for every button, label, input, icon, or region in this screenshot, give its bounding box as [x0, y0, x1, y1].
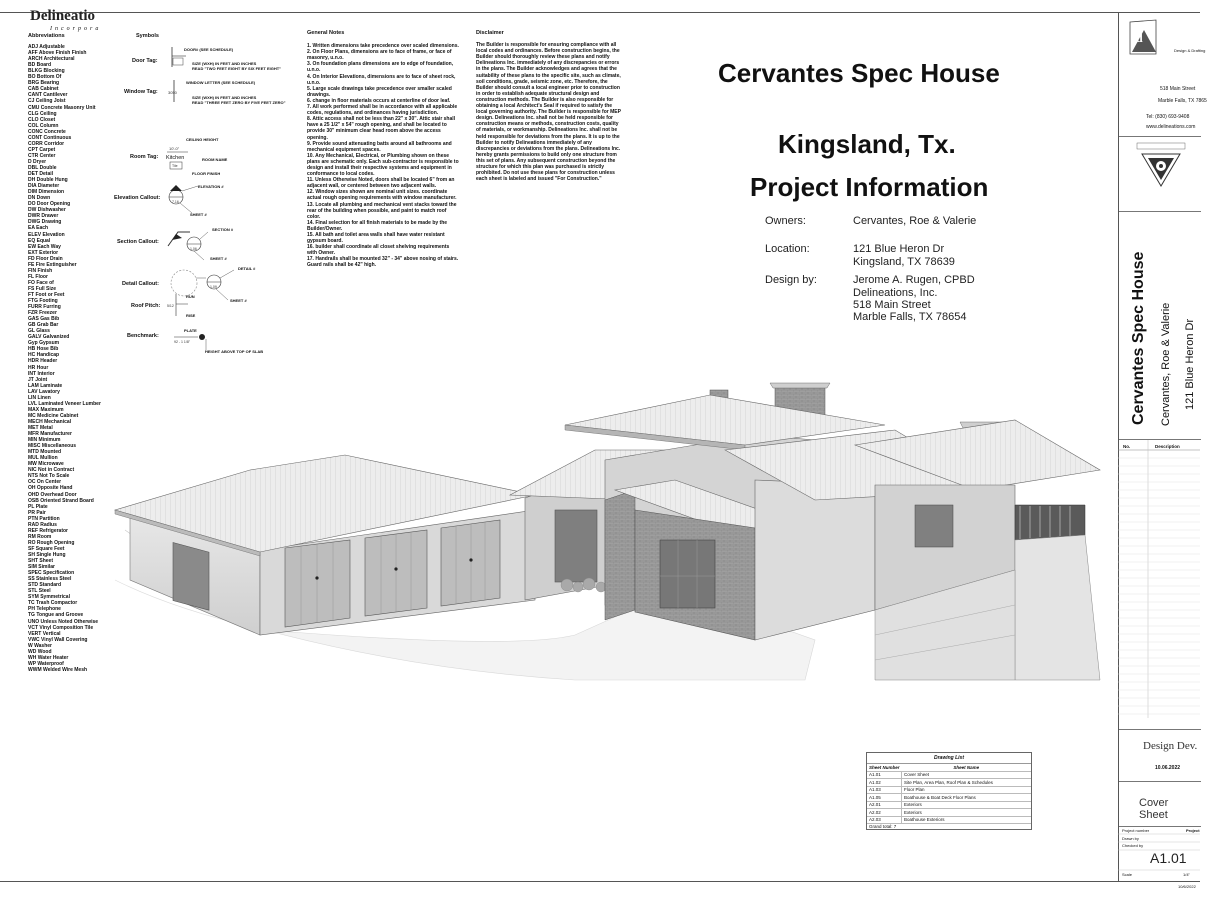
abbreviation-item: SS Stainless Steel	[28, 576, 72, 583]
abbreviation-item: FURR Furring	[28, 304, 61, 311]
abbreviation-item: HC Handicap	[28, 352, 60, 359]
address-line2: Marble Falls, TX 7865	[1158, 98, 1207, 104]
svg-text:d: d	[1136, 31, 1143, 45]
drawing-list-row	[867, 779, 1031, 787]
location-label: Location:	[765, 243, 810, 255]
abbreviation-item: RM Room	[28, 533, 52, 540]
abbreviation-item: CANT Cantilever	[28, 92, 68, 99]
benchmark-label: Benchmark:	[127, 333, 159, 339]
location-line1: 121 Blue Heron Dr	[853, 243, 945, 255]
abbreviation-item: SH Single Hung	[28, 551, 66, 558]
drawing-list-sheet-number: A1.03	[867, 786, 902, 794]
abbreviation-item: GB Grab Bar	[28, 322, 59, 329]
revision-no-header: No.	[1123, 444, 1131, 449]
abbreviation-item: FS Full Size	[28, 285, 57, 292]
drawn-by-label: Drawn by	[1122, 836, 1139, 841]
elevation-sheet-note: SHEET #	[190, 212, 207, 217]
drawing-list-sheet-name: Floor Plan	[902, 786, 1031, 794]
abbreviation-item: CORR Corridor	[28, 140, 65, 147]
abbreviation-item: LIN Linen	[28, 394, 51, 401]
drawing-list-row	[867, 801, 1031, 809]
abbreviations-list	[28, 33, 128, 673]
abbreviation-item: SPEC Specification	[28, 570, 75, 577]
drawing-list-row	[867, 794, 1031, 802]
company-name: Delineatio	[30, 8, 95, 24]
general-note-item: 15. All bath and toilet area walls shall have water resistant gypsum board.	[307, 232, 445, 245]
drawing-list-row	[867, 809, 1031, 817]
company-phone: Tel: (830) 693-9408	[1146, 114, 1190, 120]
abbreviation-item: COL Column	[28, 122, 59, 129]
abbreviation-item: MIN Minimum	[28, 437, 61, 444]
abbreviation-item: Gyp Gypsum	[28, 340, 60, 347]
title-block-project-title: Cervantes Spec House	[1130, 251, 1147, 425]
window-tag-label: Window Tag:	[124, 89, 158, 95]
drawing-list-sheet-number: A2.03	[867, 816, 902, 824]
door-size-note: SIZE (WXH) IN FEET AND INCHES	[192, 61, 257, 66]
abbreviation-item: VWC Vinyl Wall Covering	[28, 636, 88, 643]
abbreviation-item: PTN Partition	[28, 515, 60, 522]
elevation-number-note: ELEVATION #	[198, 184, 224, 189]
abbreviation-item: FL Floor	[28, 273, 48, 280]
abbreviation-item: DIM Dimension	[28, 189, 65, 196]
general-note-item: 16. builder shall coordinate all closet shelving requirements with Owner.	[307, 244, 450, 257]
drawing-list-sheet-number: A2.01	[867, 801, 902, 809]
abbreviation-item: VCT Vinyl Composition Tile	[28, 624, 94, 631]
abbreviation-item: WP Waterproof	[28, 660, 64, 667]
elevation-callout-label: Elevation Callout:	[114, 195, 161, 201]
abbreviation-item: NTS Not To Scale	[28, 473, 70, 480]
roof-run-note: RUN	[186, 294, 195, 299]
section-number-note: SECTION #	[212, 227, 234, 232]
roof-pitch-label: Roof Pitch:	[131, 303, 161, 309]
abbreviation-item: CONT Continuous	[28, 134, 72, 141]
abbreviation-item: HR Hour	[28, 364, 49, 371]
general-note-item: 7. All work performed shall be in accordance with all applicable codes, regulations, and ordinances having jurisdiction.	[307, 104, 458, 117]
abbreviation-item: CAB Cabinet	[28, 86, 59, 93]
general-note-item: 9. Provide sound attenuating batts around all bathrooms and mechanical equipment spaces.	[307, 140, 452, 153]
abbreviation-item: EA Each	[28, 225, 49, 232]
design-line1: Jerome A. Rugen, CPBD	[853, 274, 975, 286]
abbreviation-item: FZR Freezer	[28, 310, 57, 317]
svg-text:Tile: Tile	[172, 164, 178, 168]
general-note-item: 11. Unless Otherwise Noted, doors shall be located 6" from an adjacent wall, or centered between two adjacent walls.	[307, 177, 455, 190]
project-number-label: Project number	[1122, 828, 1150, 833]
drawing-list-sheet-name: Cover Sheet	[902, 771, 1031, 779]
abbreviation-item: SYM Symmetrical	[28, 594, 70, 601]
title-block-owners: Cervantes, Roe & Valerie	[1160, 302, 1172, 426]
house-rendering	[115, 380, 1105, 710]
abbreviation-item: RO Rough Opening	[28, 539, 75, 546]
detail-number-note: DETAIL #	[238, 266, 256, 271]
drawing-list-sheet-number: A1.05	[867, 794, 902, 802]
abbreviation-item: CTR Center	[28, 152, 56, 159]
ceiling-height-note: CEILING HEIGHT	[186, 137, 219, 142]
roof-rise-note: RISE	[186, 313, 196, 318]
abbreviation-item: DW Dishwasher	[28, 207, 66, 214]
window-read-note: READ "THREE FEET ZERO BY FIVE FEET ZERO"	[192, 100, 286, 105]
abbreviation-item: MAX Maximum	[28, 406, 64, 413]
drawing-list-row	[867, 771, 1031, 779]
general-note-item: 5. Large scale drawings take precedence over smaller scaled drawings.	[307, 85, 452, 98]
abbreviation-item: STL Steel	[28, 588, 51, 595]
disclaimer-header: Disclaimer	[476, 30, 504, 36]
section-callout-symbol	[164, 224, 210, 264]
abbreviation-item: BRG Bearing	[28, 80, 60, 87]
abbreviation-item: MW Microwave	[28, 461, 64, 468]
benchmark-height-note: HEIGHT ABOVE TOP OF SLAB	[205, 349, 264, 354]
professional-seal	[1136, 142, 1186, 196]
checked-by-label: Checked by	[1122, 843, 1144, 848]
abbreviation-item: MC Medicine Cabinet	[28, 412, 79, 419]
abbreviation-item: PR Pair	[28, 509, 46, 516]
drawing-list-sheet-name: Exteriors	[902, 809, 1031, 817]
abbreviation-item: CLO Closet	[28, 116, 56, 123]
abbreviation-item: FE Fire Extinguisher	[28, 261, 77, 268]
abbreviation-item: WH Water Heater	[28, 654, 69, 661]
general-note-item: 13. Locate all plumbing and mechanical vent stacks toward the rear of the building when possible, and paint to match roof color.	[307, 201, 457, 220]
general-note-item: 3. On foundation plans dimensions are to edge of foundation, u.n.o.	[307, 61, 454, 74]
room-name-note: ROOM NAME	[202, 157, 228, 162]
detail-sheet-note: SHEET #	[230, 298, 247, 303]
owners-label: Owners:	[765, 215, 806, 227]
abbreviation-item: STD Standard	[28, 582, 62, 589]
abbreviation-item: DET Detail	[28, 171, 54, 178]
issue-date: 10.06.2022	[1155, 765, 1181, 771]
abbreviation-item: FTG Footing	[28, 298, 58, 305]
abbreviation-item: OC On Center	[28, 479, 62, 486]
detail-callout-label: Detail Callout:	[122, 281, 159, 287]
abbreviation-item: BLKG Blocking	[28, 68, 65, 75]
abbreviation-item: EW Each Way	[28, 243, 61, 250]
abbreviation-item: HDR Header	[28, 358, 58, 365]
svg-text:1.06: 1.06	[190, 247, 197, 251]
drawing-list-row	[867, 816, 1031, 824]
abbreviation-item: MUL Mullion	[28, 455, 58, 462]
abbreviation-item: WD Wood	[28, 648, 52, 655]
abbreviation-item: DBL Double	[28, 164, 57, 171]
abbreviation-item: AFF Above Finish Finish	[28, 50, 87, 57]
general-note-item: 4. On Interior Elevations, dimensions are to face of sheet rock, u.n.o.	[307, 73, 456, 86]
abbreviation-item: FD Floor Drain	[28, 255, 63, 262]
sheet-title: Cover Sheet	[1139, 797, 1169, 821]
abbreviation-item: ELEV Elevation	[28, 231, 65, 238]
abbreviation-item: W Washer	[28, 642, 52, 649]
svg-text:5/12: 5/12	[167, 304, 174, 308]
abbreviation-item: TG Tongue and Groove	[28, 612, 84, 619]
company-sub: Incorpora	[50, 26, 102, 32]
company-tagline: Design & Drafting	[1174, 48, 1206, 53]
abbreviation-item: ADJ Adjustable	[28, 44, 65, 51]
abbreviation-item: CMU Concrete Masonry Unit	[28, 104, 96, 111]
abbreviation-item: LAV Lavatory	[28, 388, 60, 395]
design-line3: 518 Main Street	[853, 299, 931, 311]
revision-desc-header: Description	[1155, 444, 1180, 449]
svg-text:1.09: 1.09	[210, 285, 217, 289]
abbreviation-item: DH Double Hung	[28, 177, 68, 184]
drawing-list-col-name: Sheet Name	[902, 764, 1031, 771]
abbreviation-item: DWG Drawing	[28, 219, 62, 226]
abbreviation-item: UNO Unless Noted Otherwise	[28, 618, 99, 625]
window-letter-note: WINDOW LETTER (SEE SCHEDULE)	[186, 80, 256, 85]
design-label: Design by:	[765, 274, 817, 286]
drawing-list-sheet-name: Site Plan, Area Plan, Roof Plan & Schedules	[902, 779, 1031, 787]
floor-finish-note: FLOOR FINISH	[192, 171, 221, 176]
abbreviation-item: MECH Mechanical	[28, 418, 72, 425]
door-read-note: READ "TWO FEET EIGHT BY SIX FEET EIGHT"	[192, 66, 282, 71]
abbreviation-item: HB Hose Bib	[28, 346, 59, 353]
abbreviation-item: ARCH Architectural	[28, 56, 75, 63]
abbreviation-item: EQ Equal	[28, 237, 51, 244]
abbreviation-item: LAM Laminate	[28, 382, 63, 389]
company-website: www.delineations.com	[1146, 124, 1196, 130]
abbreviation-item: OHD Overhead Door	[28, 491, 77, 498]
disclaimer-text: The Builder is responsible for ensuring compliance with all local codes and ordinances. Before construction begins, the Builder should thoroughly review these plans and notify Delineations Inc. immediately of any discrepancies or errors in the plans. The Builder acknowledges and agrees that the suitability of these plans to the specific site, such as climate, soil conditions, grade, seismic zone, etc. Therefore, the Builder should consult a local engineer prior to construction in order to establish adequate structural design and construction methods. The Builder is also responsible for obtaining a local Architect's Seal if required to satisfy the local governing authority. The Builder is responsible for MEP design. Delineations Inc. shall not be held responsible for construction means or methods, construction costs, quality of materials, or workmanship. Delineations Inc. shall not be held responsible for deviations from the plans. It is up to the Builder to notify Delineations immediately of any discrepancies or deviations from the plans. Delineations Inc. hereby grants permissions to build only one structure from this set of plans. Any subsequent construction beyond the structure for which this plan was purchased is strictly prohibited. Do not use these plans for construction unless each sheet is labeled and issued "For Construction."	[476, 42, 621, 183]
svg-text:3050: 3050	[168, 90, 177, 95]
design-line2: Delineations, Inc.	[853, 287, 938, 299]
svg-text:10'-0": 10'-0"	[169, 146, 180, 151]
drawing-list-total: Grand total: 7	[869, 824, 897, 829]
abbreviation-item: VERT Vertical	[28, 630, 61, 637]
door-schedule-note: DOOR# (SEE SCHEDULE)	[184, 47, 234, 52]
abbreviation-item: D Dryer	[28, 158, 47, 165]
project-number-value: Project	[1186, 828, 1200, 833]
abbreviation-item: NIC Not in Contract	[28, 467, 75, 474]
abbreviation-item: EXT Exterior	[28, 249, 59, 256]
drawing-list-title: Drawing List	[867, 753, 1031, 764]
drawing-list-col-sheet: Sheet Number	[869, 764, 900, 770]
abbreviation-item: MISC Miscellaneous	[28, 443, 77, 450]
project-title: Cervantes Spec House	[718, 58, 1000, 88]
general-note-item: 2. On Floor Plans, dimensions are to face of frame, or face of masonry, u.n.o.	[307, 49, 452, 62]
general-notes-header: General Notes	[307, 30, 345, 36]
scale-label: Scale	[1122, 872, 1133, 877]
general-note-item: 10. Any Mechanical, Electrical, or Plumbing shown on these plans are schematic only. Each sub-contractor is responsible to design and install their respective systems and equipment in conformance to local codes.	[307, 152, 459, 178]
abbreviation-item: CONC Concrete	[28, 128, 66, 135]
footer-date: 10/6/2022	[1178, 884, 1196, 889]
abbreviation-item: SF Square Feet	[28, 545, 65, 552]
drawing-list-sheet-number: A2.02	[867, 809, 902, 817]
company-logo	[1126, 18, 1160, 56]
general-note-item: 14. Final selection for all finish materials to be made by the Builder/Owner.	[307, 219, 448, 232]
abbreviation-item: FIN Finish	[28, 267, 53, 274]
symbols-header: Symbols	[136, 33, 159, 39]
abbreviation-item: DIA Diameter	[28, 183, 60, 190]
general-notes	[307, 30, 459, 269]
abbreviation-item: PH Telephone	[28, 606, 61, 613]
abbreviation-item: CPT Carpet	[28, 146, 56, 153]
door-tag-label: Door Tag:	[132, 58, 158, 64]
drawing-list-sheet-name: Boathouse Exteriors	[902, 816, 1031, 824]
benchmark-plate-note: PLATE	[184, 328, 197, 333]
project-city: Kingsland, Tx.	[778, 129, 956, 159]
drawing-list-sheet-name: Boathouse & Boat Deck Floor Plans	[902, 794, 1031, 802]
general-note-item: 8. Attic access shall not be less than 22" x 30". Attic stair shall have a 25 1/2" x 54" rough opening, and shall be located to provide 30" minimum clear head room above the access opening.	[307, 116, 456, 141]
section-sheet-note: SHEET #	[210, 256, 227, 261]
drawing-list-row	[867, 786, 1031, 794]
drawing-list-sheet-number: A1.01	[867, 771, 902, 779]
project-info-heading: Project Information	[750, 172, 989, 202]
scale-value: 1/4"	[1183, 872, 1190, 877]
general-note-item: 17. Handrails shall be mounted 32" - 34" above nosing of stairs. Guard rails shall be 42" high.	[307, 256, 459, 269]
abbreviation-item: FT Foot or Feet	[28, 291, 65, 298]
abbreviation-item: CJ Ceiling Joist	[28, 98, 66, 105]
owners-value: Cervantes, Roe & Valerie	[853, 215, 977, 227]
room-tag-kitchen: Kitchen	[166, 155, 185, 161]
abbreviation-item: MET Metal	[28, 425, 53, 431]
abbreviation-item: CLG Ceiling	[28, 110, 57, 117]
abbreviation-item: GL Glass	[28, 328, 50, 335]
abbreviation-item: INT Interior	[28, 370, 55, 377]
abbreviation-item: FO Face of	[28, 279, 54, 286]
title-block-address: 121 Blue Heron Dr	[1184, 318, 1196, 410]
drawing-list-sheet-name: Exteriors	[902, 801, 1031, 809]
abbreviation-item: BD Board	[28, 62, 52, 69]
general-note-item: 12. Window sizes shown are nominal unit sizes. coordinate actual rough opening requirements with window manufacturer.	[307, 189, 457, 202]
abbreviation-item: MTD Mounted	[28, 449, 62, 456]
general-note-item: 1. Written dimensions take precedence over scaled dimensions.	[307, 43, 459, 50]
abbreviation-item: LVL Laminated Veneer Lumber	[28, 400, 101, 407]
abbreviation-item: DO Door Opening	[28, 201, 71, 208]
svg-text:7.16: 7.16	[172, 200, 179, 204]
abbreviation-item: SHT Sheet	[28, 558, 54, 565]
drawing-list-sheet-number: A1.02	[867, 779, 902, 787]
abbreviation-item: MFR Manufacturer	[28, 431, 72, 438]
svg-text:92 - 1 1/8": 92 - 1 1/8"	[174, 340, 191, 344]
abbreviation-item: OSB Oriented Strand Board	[28, 497, 94, 504]
general-note-item: 6. change in floor materials occurs at centerline of door leaf.	[307, 97, 451, 104]
abbreviation-item: TC Trash Compactor	[28, 600, 78, 607]
abbreviation-item: GAS Gas Bib	[28, 316, 60, 323]
abbreviation-item: JT Joint	[28, 376, 48, 383]
title-block-info-lines	[1118, 824, 1200, 884]
abbreviation-item: DWR Drawer	[28, 213, 59, 220]
abbreviation-item: WWM Welded Wire Mesh	[28, 666, 88, 673]
abbreviation-item: DN Down	[28, 195, 51, 202]
location-line2: Kingsland, TX 78639	[853, 256, 955, 268]
abbreviation-item: BO Bottom Of	[28, 74, 62, 81]
sheet-number: A1.01	[1150, 850, 1187, 866]
abbreviations-header: Abbreviations	[28, 33, 65, 39]
abbreviation-item: RAD Radius	[28, 521, 57, 528]
section-callout-label: Section Callout:	[117, 239, 159, 245]
title-block-status-cell	[1119, 730, 1201, 782]
abbreviation-item: REF Refrigerator	[28, 527, 69, 534]
revision-table-lines	[1118, 440, 1200, 718]
abbreviation-item: SIM Similar	[28, 564, 55, 571]
abbreviation-item: OH Opposite Hand	[28, 485, 73, 492]
drawing-list-table	[866, 752, 1032, 830]
design-line4: Marble Falls, TX 78654	[853, 311, 967, 323]
abbreviation-item: PL Plate	[28, 503, 48, 510]
disclaimer	[476, 30, 621, 182]
address-line1: 518 Main Street	[1160, 86, 1196, 92]
room-tag-label: Room Tag:	[130, 154, 159, 160]
abbreviation-item: GALV Galvanized	[28, 334, 70, 341]
status-label: Design Dev.	[1143, 740, 1198, 752]
window-size-note: SIZE (WXH) IN FEET AND INCHES	[192, 95, 257, 100]
